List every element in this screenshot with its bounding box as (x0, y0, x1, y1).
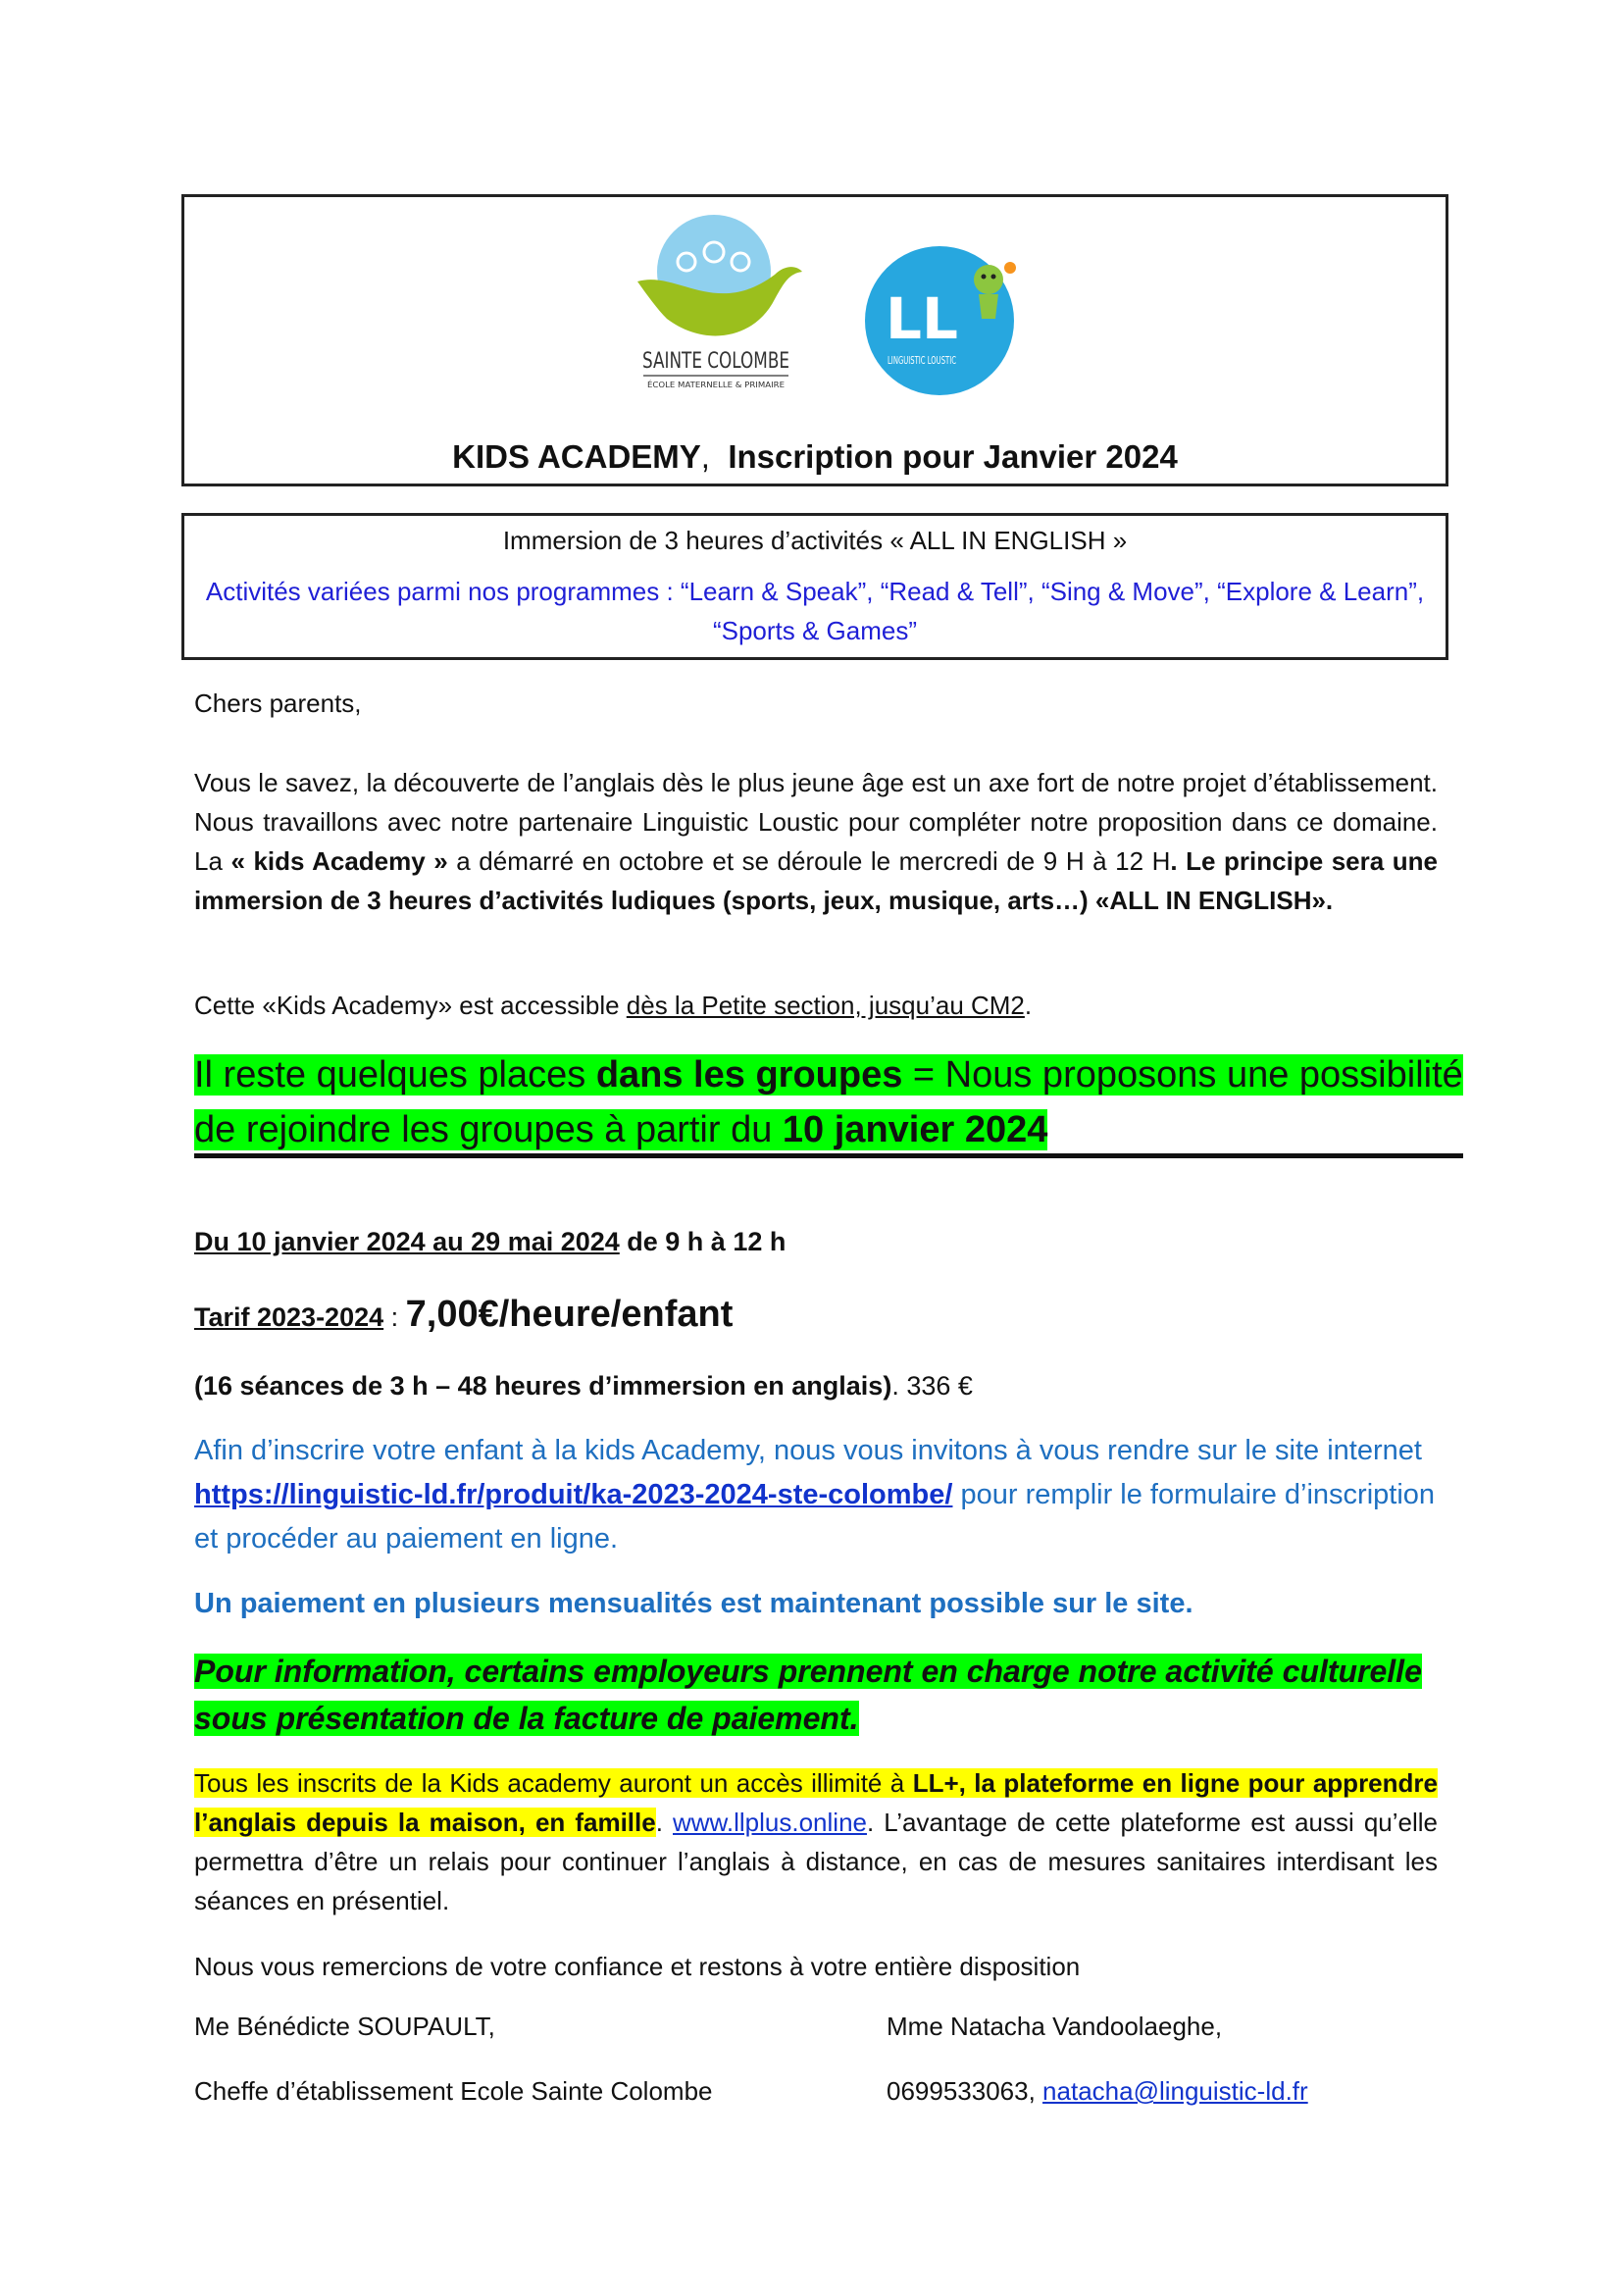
section-divider (194, 1153, 1463, 1158)
thanks-text: Nous vous remercions de votre confiance et restons à votre entière disposition (194, 1952, 1081, 1981)
dates-line: Du 10 janvier 2024 au 29 mai 2024 de 9 h à 12 h (194, 1227, 787, 1256)
logo-ll-text: LINGUISTIC LOUSTIC (888, 354, 957, 367)
logo-ll-mark: LL (886, 285, 958, 352)
intro-paragraph: Vous le savez, la découverte de l’anglais dès le plus jeune âge est un axe fort de notre projet d’établissement. Nous travaillons avec notre partenaire Linguistic Loustic pour compléter notre proposition dans ce domaine. La « kids Academy » a démarré en octobre et se déroule le mercredi de 9 H à 12 H. Le principe sera une immersion de 3 heures d’activités ludiques (sports, jeux, musique, arts…) «ALL IN ENGLISH». (194, 768, 1438, 915)
access-text: Cette «Kids Academy» est accessible dès la Petite section, jusqu’au CM2. (194, 991, 1033, 1020)
places-highlight: Il reste quelques places dans les groupes = Nous proposons une possibilité de rejoindre les groupes à partir du 10 janvier 2024 (194, 1047, 1469, 1157)
greeting: Chers parents, (194, 688, 362, 718)
logo-sc-sub: ÉCOLE MATERNELLE & PRIMAIRE (647, 381, 776, 389)
immersion-heading: Immersion de 3 heures d’activités « ALL IN ENGLISH » (502, 526, 1128, 555)
seances-line: (16 séances de 3 h – 48 heures d’immersion en anglais). 336 € (194, 1371, 973, 1401)
signature-right-name: Mme Natacha Vandoolaeghe, (887, 2012, 1223, 2041)
payment-note: Un paiement en plusieurs mensualités est maintenant possible sur le site. (194, 1588, 1193, 1619)
email-link[interactable]: natacha@linguistic-ld.fr (1042, 2076, 1308, 2106)
immersion-box (181, 513, 1448, 660)
info-highlight: Pour information, certains employeurs prennent en charge notre activité culturelle sous présentation de la facture de paiement. (194, 1654, 1422, 1736)
signature-right-contact: 0699533063, natacha@linguistic-ld.fr (887, 2076, 1308, 2106)
program-list: Activités variées parmi nos programmes : “Learn & Speak”, “Read & Tell”, “Sing & Move”, “Explore & Learn”, “Sports & Games” (205, 577, 1425, 645)
llplus-link[interactable]: www.llplus.online (673, 1808, 867, 1837)
signature-left-name: Me Bénédicte SOUPAULT, (194, 2012, 495, 2041)
registration-link[interactable]: https://linguistic-ld.fr/produit/ka-2023-2024-ste-colombe/ (194, 1479, 953, 1510)
logo-sc-text: SAINTE COLOMBE (642, 349, 789, 374)
llplus-paragraph: Tous les inscrits de la Kids academy auront un accès illimité à LL+, la plateforme en ligne pour apprendre l’anglais depuis la maison, en famille. www.llplus.online. L’avantage de cette plateforme est aussi qu’elle permettra d’être un relais pour continuer l’anglais à distance, en cas de mesures sanitaires interdisant les séances en présentiel. (194, 1768, 1439, 1915)
header-box (181, 194, 1448, 486)
inscription-paragraph: Afin d’inscrire votre enfant à la kids Academy, nous vous invitons à vous rendre sur le site internet https://linguistic-ld.fr/produit/ka-2023-2024-ste-colombe/ pour remplir le formulaire d’inscription et procéder au paiement en ligne. (194, 1435, 1436, 1555)
sainte-colombe-logo (628, 211, 804, 392)
signature-left-role: Cheffe d’établissement Ecole Sainte Colombe (194, 2076, 713, 2106)
tarif-line: Tarif 2023-2024 : 7,00€/heure/enfant (194, 1294, 734, 1335)
page-title: KIDS ACADEMY, Inscription pour Janvier 2024 (452, 438, 1178, 475)
linguistic-loustic-logo (863, 240, 1035, 397)
